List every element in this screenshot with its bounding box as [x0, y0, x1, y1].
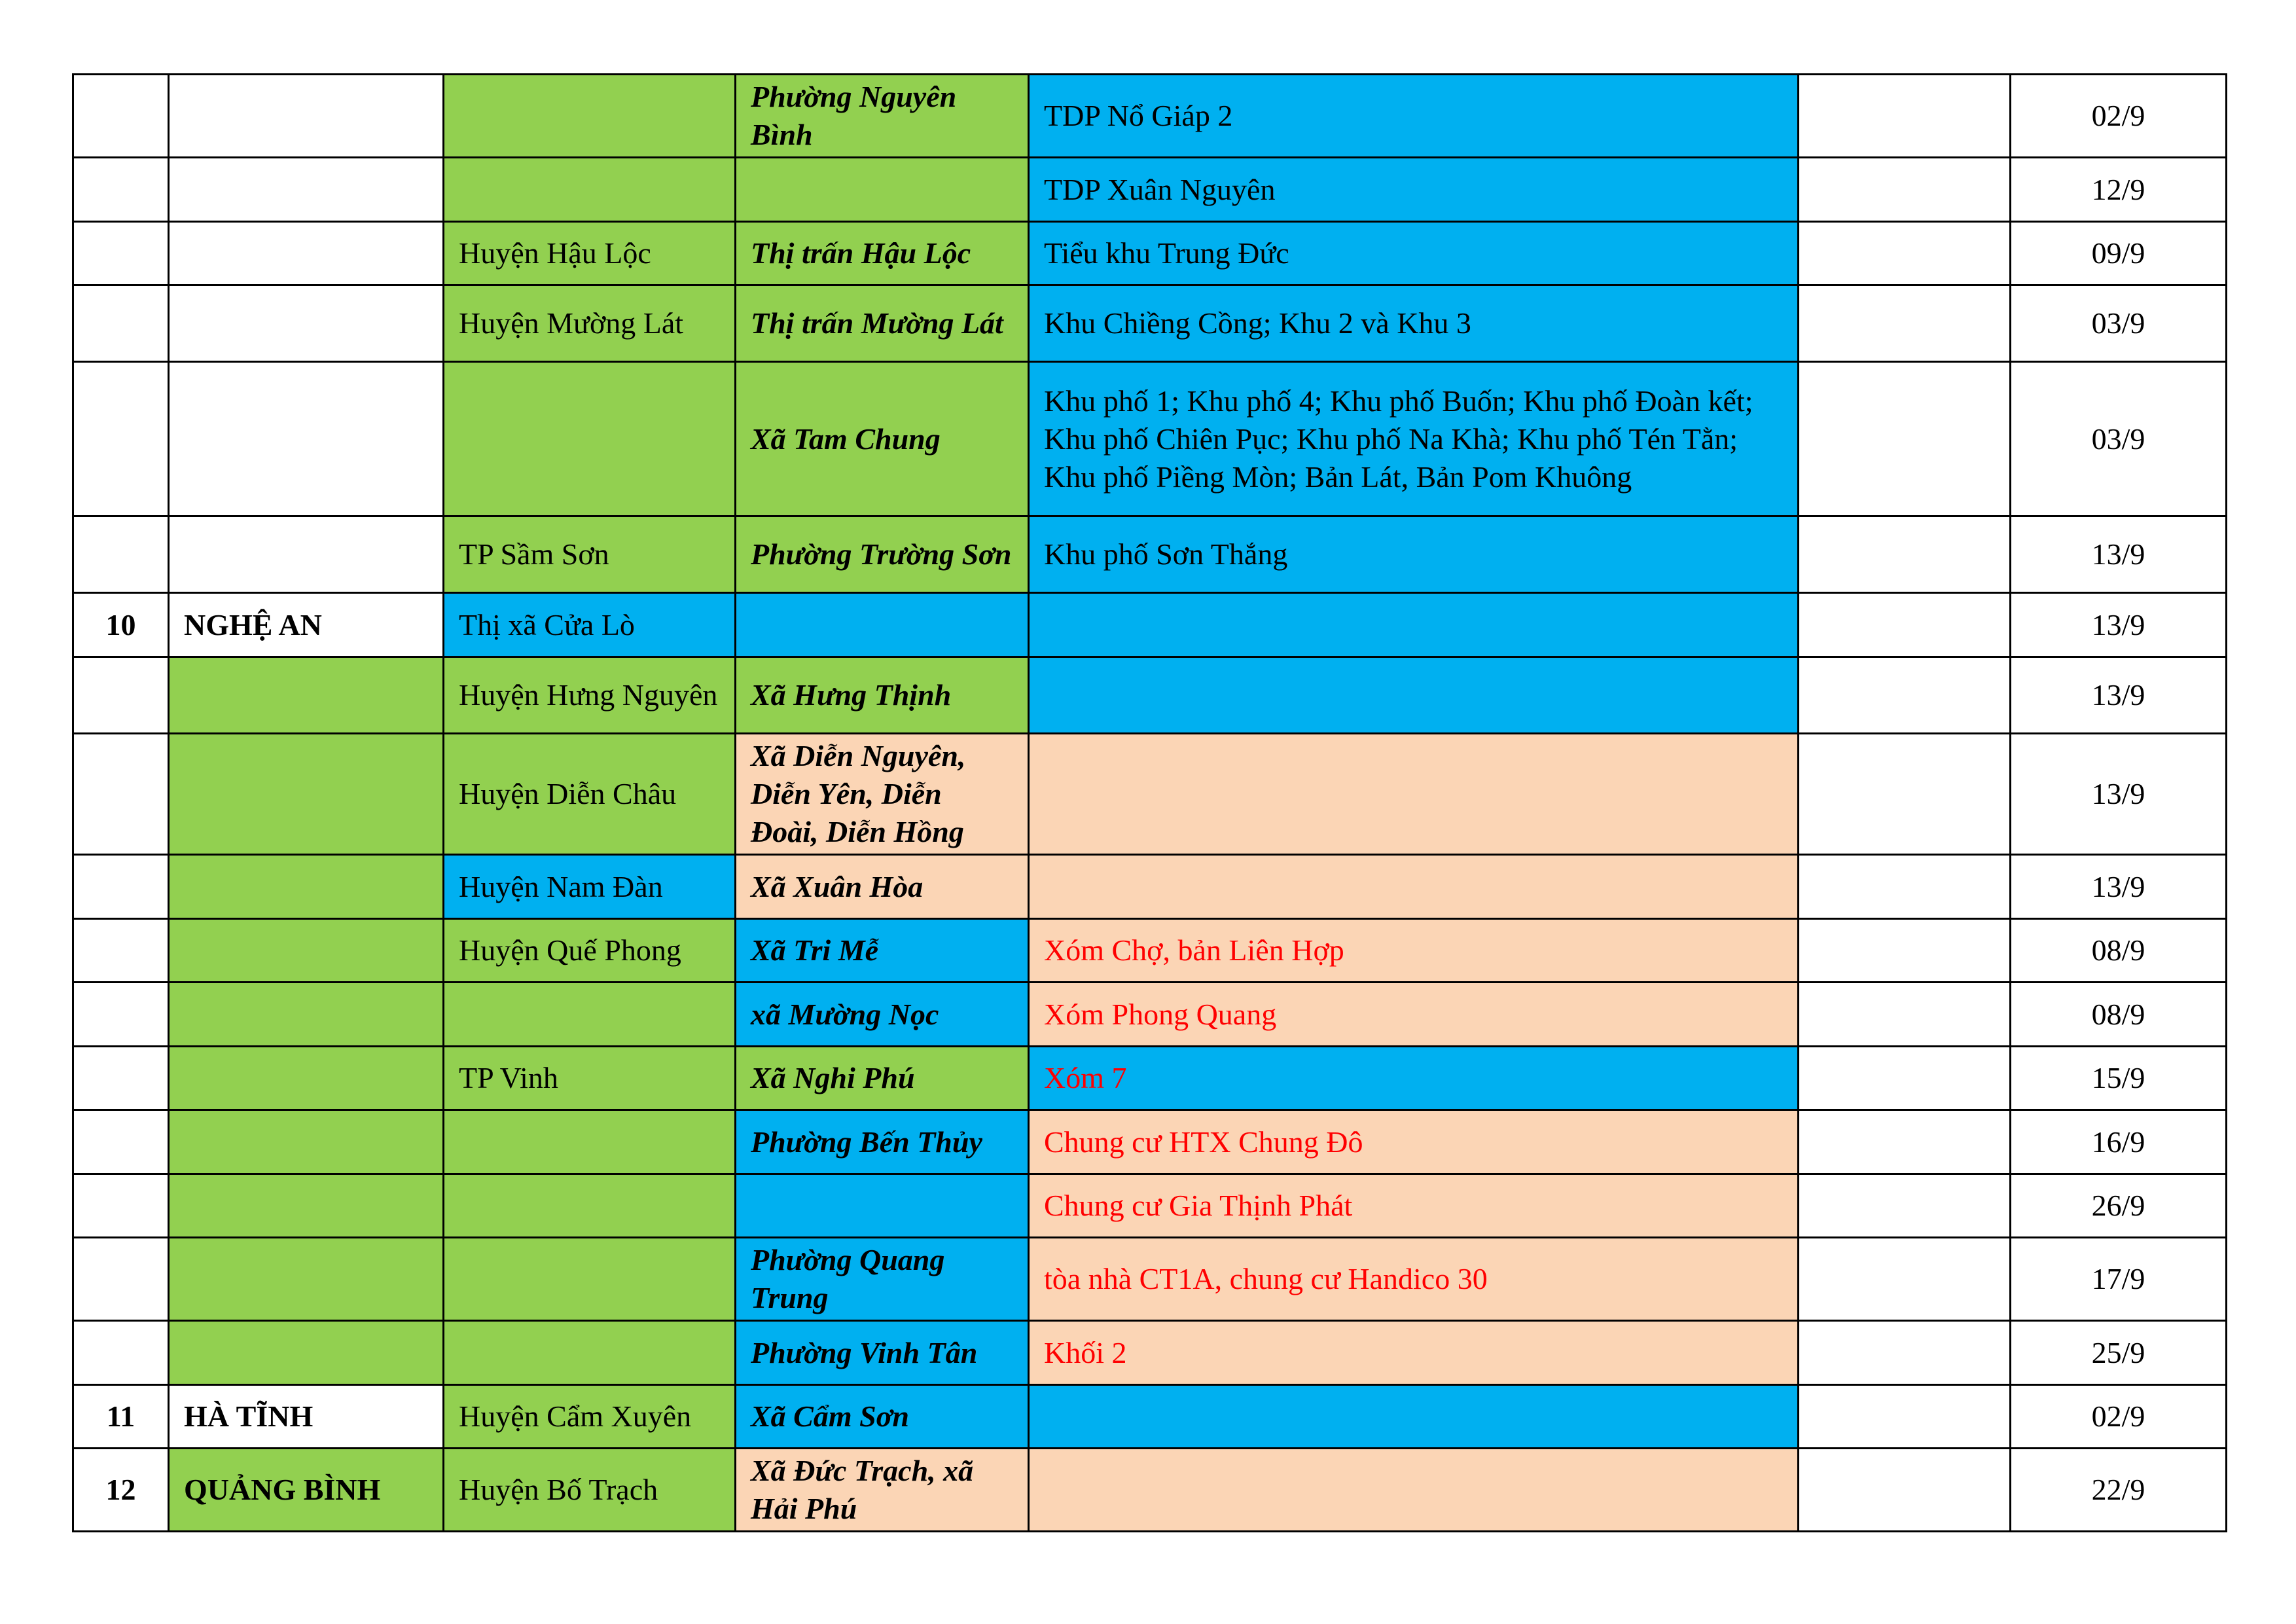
province-name: [169, 919, 444, 983]
province-name: QUẢNG BÌNH: [169, 1449, 444, 1532]
district-name: Huyện Bố Trạch: [444, 1449, 736, 1532]
note-cell: [1799, 362, 2011, 516]
note-cell: [1799, 1047, 2011, 1110]
district-name: [444, 1321, 736, 1385]
province-name: NGHỆ AN: [169, 593, 444, 657]
area-description: Xóm 7: [1029, 1047, 1799, 1110]
area-description: Tiểu khu Trung Đức: [1029, 222, 1799, 285]
province-name: [169, 1238, 444, 1321]
date-cell: 13/9: [2011, 734, 2227, 855]
row-number: [73, 734, 169, 855]
ward-name: xã Mường Nọc: [736, 983, 1029, 1047]
row-number: 10: [73, 593, 169, 657]
table-row: [73, 1110, 2227, 1174]
ward-name: Phường Bến Thủy: [736, 1110, 1029, 1174]
row-number: [73, 657, 169, 734]
area-description: Khu phố 1; Khu phố 4; Khu phố Buốn; Khu phố Đoàn kết; Khu phố Chiên Pục; Khu phố Na Khà; Khu phố Tén Tằn; Khu phố Piềng Mòn; Bản Lát, Bản Pom Khuông: [1029, 362, 1799, 516]
table-row: [73, 919, 2227, 983]
district-name: Huyện Hậu Lộc: [444, 222, 736, 285]
row-number: [73, 919, 169, 983]
area-description: Chung cư HTX Chung Đô: [1029, 1110, 1799, 1174]
district-name: TP Sầm Sơn: [444, 516, 736, 593]
ward-name: Xã Xuân Hòa: [736, 855, 1029, 919]
note-cell: [1799, 983, 2011, 1047]
area-description: TDP Xuân Nguyên: [1029, 158, 1799, 222]
table-row: [73, 1238, 2227, 1321]
table-body: [73, 75, 2227, 1532]
date-cell: 13/9: [2011, 855, 2227, 919]
province-name: [169, 158, 444, 222]
date-cell: 02/9: [2011, 1385, 2227, 1449]
table-row: [73, 516, 2227, 593]
note-cell: [1799, 1449, 2011, 1532]
date-cell: 03/9: [2011, 285, 2227, 362]
table-row: [73, 158, 2227, 222]
area-description: Khu Chiềng Cồng; Khu 2 và Khu 3: [1029, 285, 1799, 362]
province-name: [169, 75, 444, 158]
area-description: Chung cư Gia Thịnh Phát: [1029, 1174, 1799, 1238]
date-cell: 09/9: [2011, 222, 2227, 285]
row-number: [73, 1238, 169, 1321]
date-cell: 13/9: [2011, 657, 2227, 734]
area-description: [1029, 593, 1799, 657]
note-cell: [1799, 1321, 2011, 1385]
province-name: [169, 362, 444, 516]
ward-name: Phường Trường Sơn: [736, 516, 1029, 593]
note-cell: [1799, 657, 2011, 734]
date-cell: 15/9: [2011, 1047, 2227, 1110]
date-cell: 16/9: [2011, 1110, 2227, 1174]
note-cell: [1799, 919, 2011, 983]
date-cell: 22/9: [2011, 1449, 2227, 1532]
ward-name: Xã Đức Trạch, xã Hải Phú: [736, 1449, 1029, 1532]
ward-name: Phường Quang Trung: [736, 1238, 1029, 1321]
district-name: Huyện Nam Đàn: [444, 855, 736, 919]
province-name: [169, 734, 444, 855]
row-number: [73, 855, 169, 919]
table-row: [73, 855, 2227, 919]
row-number: [73, 362, 169, 516]
area-description: [1029, 1449, 1799, 1532]
ward-name: Xã Tam Chung: [736, 362, 1029, 516]
district-name: [444, 1238, 736, 1321]
area-description: [1029, 657, 1799, 734]
district-name: Huyện Diễn Châu: [444, 734, 736, 855]
district-name: [444, 362, 736, 516]
area-description: TDP Nổ Giáp 2: [1029, 75, 1799, 158]
ward-name: [736, 158, 1029, 222]
table-row: [73, 1449, 2227, 1532]
province-name: [169, 1321, 444, 1385]
area-description: [1029, 1385, 1799, 1449]
province-name: [169, 222, 444, 285]
area-description: tòa nhà CT1A, chung cư Handico 30: [1029, 1238, 1799, 1321]
date-cell: 12/9: [2011, 158, 2227, 222]
ward-name: Thị trấn Hậu Lộc: [736, 222, 1029, 285]
ward-name: [736, 593, 1029, 657]
table-row: [73, 983, 2227, 1047]
row-number: [73, 1110, 169, 1174]
ward-name: Xã Cẩm Sơn: [736, 1385, 1029, 1449]
table-row: [73, 657, 2227, 734]
area-description: Khu phố Sơn Thắng: [1029, 516, 1799, 593]
table-row: [73, 1174, 2227, 1238]
table-row: [73, 1047, 2227, 1110]
district-name: Thị xã Cửa Lò: [444, 593, 736, 657]
district-name: [444, 75, 736, 158]
row-number: [73, 1174, 169, 1238]
ward-name: Xã Tri Mễ: [736, 919, 1029, 983]
row-number: 11: [73, 1385, 169, 1449]
ward-name: [736, 1174, 1029, 1238]
note-cell: [1799, 734, 2011, 855]
ward-name: Phường Nguyên Bình: [736, 75, 1029, 158]
row-number: [73, 158, 169, 222]
row-number: [73, 516, 169, 593]
district-name: Huyện Mường Lát: [444, 285, 736, 362]
note-cell: [1799, 1238, 2011, 1321]
province-name: [169, 1047, 444, 1110]
date-cell: 13/9: [2011, 593, 2227, 657]
outbreak-area-table: [72, 73, 2227, 1532]
table-row: [73, 1385, 2227, 1449]
date-cell: 25/9: [2011, 1321, 2227, 1385]
table-row: [73, 734, 2227, 855]
row-number: [73, 222, 169, 285]
province-name: [169, 983, 444, 1047]
table-row: [73, 75, 2227, 158]
date-cell: 26/9: [2011, 1174, 2227, 1238]
province-name: HÀ TĨNH: [169, 1385, 444, 1449]
note-cell: [1799, 158, 2011, 222]
ward-name: Xã Hưng Thịnh: [736, 657, 1029, 734]
date-cell: 02/9: [2011, 75, 2227, 158]
row-number: [73, 75, 169, 158]
district-name: [444, 1110, 736, 1174]
district-name: Huyện Quế Phong: [444, 919, 736, 983]
ward-name: Xã Nghi Phú: [736, 1047, 1029, 1110]
note-cell: [1799, 593, 2011, 657]
note-cell: [1799, 516, 2011, 593]
note-cell: [1799, 1385, 2011, 1449]
area-description: [1029, 855, 1799, 919]
area-description: Xóm Chợ, bản Liên Hợp: [1029, 919, 1799, 983]
province-name: [169, 516, 444, 593]
province-name: [169, 855, 444, 919]
note-cell: [1799, 222, 2011, 285]
date-cell: 08/9: [2011, 919, 2227, 983]
row-number: [73, 983, 169, 1047]
province-name: [169, 1174, 444, 1238]
district-name: [444, 1174, 736, 1238]
province-name: [169, 657, 444, 734]
district-name: [444, 158, 736, 222]
note-cell: [1799, 285, 2011, 362]
table-row: [73, 1321, 2227, 1385]
note-cell: [1799, 75, 2011, 158]
date-cell: 08/9: [2011, 983, 2227, 1047]
table-row: [73, 362, 2227, 516]
area-description: Xóm Phong Quang: [1029, 983, 1799, 1047]
district-name: Huyện Cẩm Xuyên: [444, 1385, 736, 1449]
district-name: Huyện Hưng Nguyên: [444, 657, 736, 734]
note-cell: [1799, 1110, 2011, 1174]
ward-name: Phường Vinh Tân: [736, 1321, 1029, 1385]
table-row: [73, 222, 2227, 285]
province-name: [169, 1110, 444, 1174]
area-description: [1029, 734, 1799, 855]
row-number: 12: [73, 1449, 169, 1532]
table-row: [73, 285, 2227, 362]
table-row: [73, 593, 2227, 657]
district-name: TP Vinh: [444, 1047, 736, 1110]
ward-name: Xã Diễn Nguyên, Diễn Yên, Diễn Đoài, Diễn Hồng: [736, 734, 1029, 855]
date-cell: 03/9: [2011, 362, 2227, 516]
ward-name: Thị trấn Mường Lát: [736, 285, 1029, 362]
area-description: Khối 2: [1029, 1321, 1799, 1385]
note-cell: [1799, 855, 2011, 919]
row-number: [73, 285, 169, 362]
row-number: [73, 1321, 169, 1385]
note-cell: [1799, 1174, 2011, 1238]
row-number: [73, 1047, 169, 1110]
province-name: [169, 285, 444, 362]
district-name: [444, 983, 736, 1047]
date-cell: 13/9: [2011, 516, 2227, 593]
date-cell: 17/9: [2011, 1238, 2227, 1321]
